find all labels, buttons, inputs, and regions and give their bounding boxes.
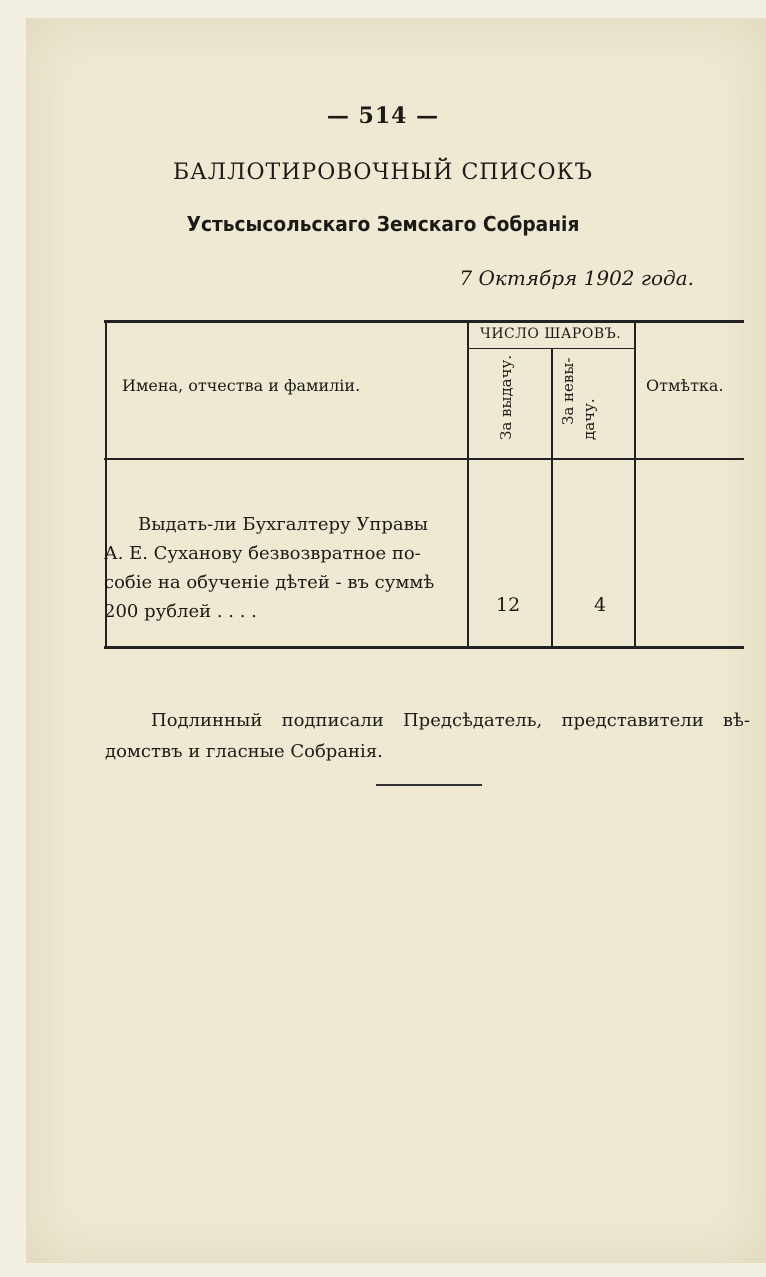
document-date: 7 Октября 1902 года. [459,266,694,290]
signature-note [105,705,750,767]
mark-divider [634,320,636,649]
header-for: За выдачу. [497,354,515,440]
table-row-question [104,510,462,626]
signature-note-line-2: домствъ и гласные Собранія. [105,741,383,762]
header-names: Имена, отчества и фамиліи. [122,376,361,395]
votes-for-value: 12 [496,594,521,616]
question-line-4: 200 рублей . . . . [104,601,257,622]
header-ball-count: ЧИСЛО ШАРОВЪ. [480,326,622,342]
document-subtitle: Устьсысольскаго Земскаго Собранія [186,212,580,236]
votes-divider [551,348,553,649]
page-number: — 514 — [326,103,440,129]
document-title: БАЛЛОТИРОВОЧНЫЙ СПИСОКЪ [172,160,594,185]
header-against-line1: За невы- [559,357,577,425]
closing-rule [376,784,482,786]
table-top-rule [104,320,744,323]
question-line-2: А. Е. Суханову безвозвратное по- [104,543,421,564]
question-line-3: собіе на обученіе дѣтей - въ суммѣ [104,572,435,593]
table-bottom-rule [104,646,744,649]
ballot-table [104,320,744,650]
header-bottom-rule [104,458,744,460]
signature-note-line-1: Подлинный подписали Предсѣдатель, представители вѣ- [151,710,750,731]
names-divider [467,320,469,649]
header-against-line2: дачу. [580,398,598,440]
votes-against-value: 4 [594,594,607,616]
question-line-1: Выдать-ли Бухгалтеру Управы [138,514,429,535]
header-mark: Отмѣтка. [646,376,724,395]
